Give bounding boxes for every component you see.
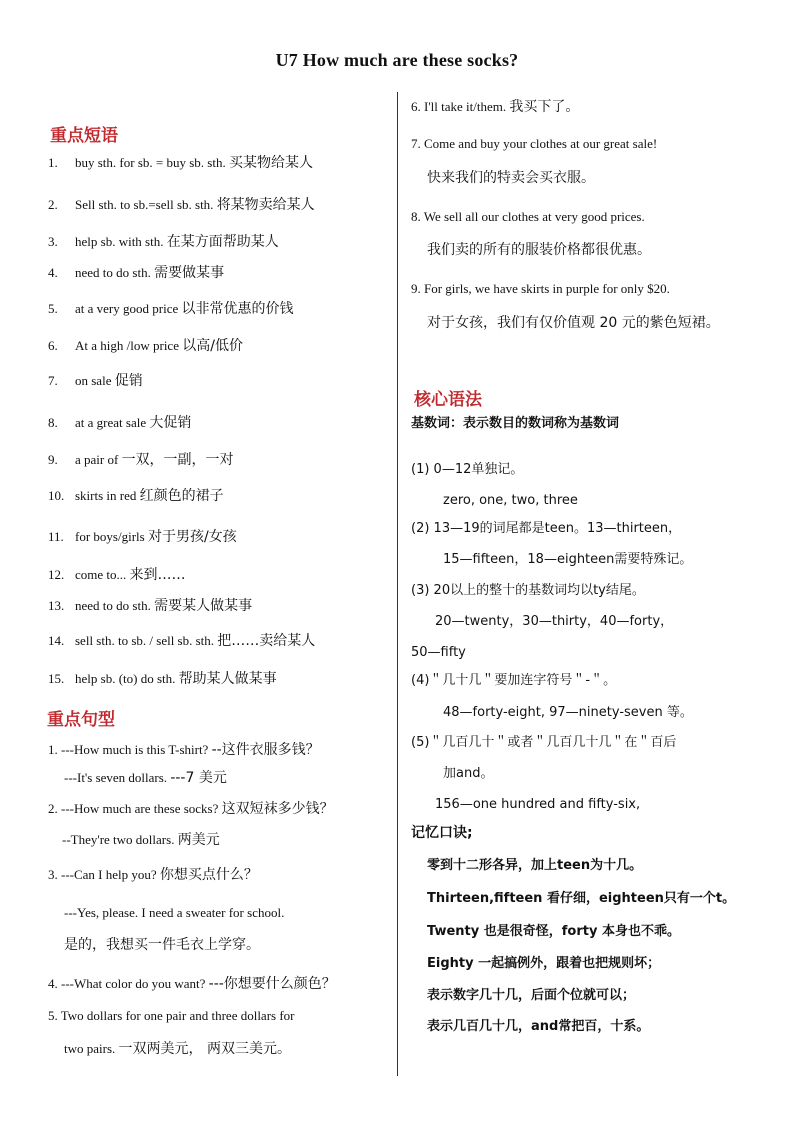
mnemonic-line: Twenty 也是很奇怪，forty 本身也不乖。 <box>427 924 680 939</box>
phrase-item <box>48 671 277 687</box>
phrase-chinese: 促销 <box>114 373 143 389</box>
phrase-chinese: 把……卖给某人 <box>217 633 316 649</box>
sentence-chinese: 这双短袜多少钱？ <box>221 801 334 817</box>
sentence-chinese: --这件衣服多钱？ <box>211 742 320 758</box>
mnemonic-line: Thirteen,fifteen 看仔细，eighteen只有一个t。 <box>427 891 736 906</box>
grammar-line: (5)＂几百几十＂或者＂几百几十几＂在＂百后 <box>411 735 677 750</box>
phrases-heading: 重点短语 <box>50 126 118 146</box>
phrase-number: 7. <box>48 373 58 388</box>
sentence-english: 9. For girls, we have skirts in purple for only $20. <box>411 281 670 296</box>
phrase-english: need to do sth. <box>75 598 155 613</box>
sentence-english: 2. ---How much are these socks? <box>48 801 222 816</box>
phrase-chinese: 一双，一副，一对 <box>121 452 234 468</box>
grammar-line: (4)＂几十几＂要加连字符号＂-＂。 <box>411 673 617 688</box>
mnemonic-line: 零到十二形各异，加上teen为十几。 <box>427 858 643 873</box>
sentence-chinese: 你想买点什么？ <box>159 867 258 883</box>
phrase-chinese: 买某物给某人 <box>228 155 313 171</box>
phrase-english: come to... <box>75 567 130 582</box>
sentence-english: 3. ---Can I help you? <box>48 867 160 882</box>
phrase-chinese: 需要做某事 <box>154 265 225 281</box>
sentence-line <box>411 136 657 152</box>
phrase-item <box>48 567 186 583</box>
phrase-item <box>48 452 234 468</box>
grammar-line: zero, one, two, three <box>443 493 578 508</box>
phrase-english: buy sth. for sb. = buy sb. sth. <box>75 155 229 170</box>
sentence-chinese: 我买下了。 <box>509 99 580 115</box>
sentence-line <box>427 315 720 331</box>
phrase-number: 11. <box>48 529 64 544</box>
sentence-line <box>64 1041 291 1057</box>
phrase-number: 12. <box>48 567 65 582</box>
mnemonic-line: Eighty 一起搞例外，跟着也把规则坏； <box>427 956 661 971</box>
phrase-english: need to do sth. <box>75 265 155 280</box>
phrase-item <box>48 598 252 614</box>
phrase-number: 14. <box>48 633 65 648</box>
phrase-english: At a high /low price <box>75 338 183 353</box>
sentence-chinese: 是的，我想买一件毛衣上学穿。 <box>64 937 260 953</box>
phrase-number: 1. <box>48 155 58 170</box>
phrase-chinese: 来到…… <box>129 567 186 583</box>
sentence-english: two pairs. <box>64 1041 119 1056</box>
sentence-line <box>64 905 284 921</box>
sentences-heading: 重点句型 <box>47 710 115 730</box>
phrase-number: 3. <box>48 234 58 249</box>
grammar-heading: 核心语法 <box>414 390 482 410</box>
phrase-english: on sale <box>75 373 115 388</box>
sentence-line <box>427 242 651 258</box>
phrase-number: 9. <box>48 452 58 467</box>
phrase-english: for boys/girls <box>75 529 148 544</box>
grammar-line: 48—forty-eight, 97—ninety-seven 等。 <box>443 705 693 720</box>
sentence-line <box>64 937 260 953</box>
sentence-english: 1. ---How much is this T-shirt? <box>48 742 212 757</box>
grammar-line: 50—fifty <box>411 645 466 660</box>
phrase-chinese: 需要某人做某事 <box>154 598 253 614</box>
sentence-line <box>411 209 645 225</box>
sentence-english: 6. I'll take it/them. <box>411 99 510 114</box>
sentence-english: --They're two dollars. <box>62 832 178 847</box>
phrase-english: skirts in red <box>75 488 140 503</box>
phrase-chinese: 以非常优惠的价钱 <box>181 301 294 317</box>
phrase-number: 5. <box>48 301 58 316</box>
sentence-english: ---It's seven dollars. <box>64 770 171 785</box>
sentence-line <box>427 170 595 186</box>
phrase-item <box>48 197 315 213</box>
grammar-subtitle: 基数词：表示数目的数词称为基数词 <box>411 416 620 431</box>
sentence-line <box>48 742 320 758</box>
column-divider <box>397 92 398 1076</box>
phrase-english: a pair of <box>75 452 122 467</box>
grammar-line: 156—one hundred and fifty-six, <box>435 797 641 812</box>
sentence-chinese: 快来我们的特卖会买衣服。 <box>427 170 595 186</box>
phrase-english: sell sth. to sb. / sell sb. sth. <box>75 633 218 648</box>
mnemonic-line: 表示几百几十几，and常把百，十系。 <box>427 1019 650 1034</box>
sentence-line <box>62 832 220 848</box>
phrase-item <box>48 529 237 545</box>
phrase-number: 10. <box>48 488 65 503</box>
grammar-line: 15—fifteen，18—eighteen需要特殊记。 <box>443 552 693 567</box>
grammar-line: (1) 0—12单独记。 <box>411 462 524 477</box>
phrase-item <box>48 265 224 281</box>
phrase-chinese: 帮助某人做某事 <box>178 671 277 687</box>
phrase-chinese: 对于男孩/女孩 <box>147 529 237 545</box>
sentence-chinese: 一双两美元， 两双三美元。 <box>118 1041 291 1057</box>
sentence-chinese: ---你想要什么颜色？ <box>208 976 336 992</box>
phrase-number: 4. <box>48 265 58 280</box>
phrase-item <box>48 338 243 354</box>
sentence-chinese: 我们卖的所有的服装价格都很优惠。 <box>427 242 651 258</box>
sentence-chinese: 两美元 <box>177 832 220 848</box>
phrase-chinese: 将某物卖给某人 <box>216 197 315 213</box>
sentence-line <box>411 281 670 297</box>
grammar-line: (3) 20以上的整十的基数词均以ty结尾。 <box>411 583 645 598</box>
phrase-item <box>48 301 293 317</box>
phrase-item <box>48 155 313 171</box>
phrase-number: 15. <box>48 671 65 686</box>
phrase-english: help sb. (to) do sth. <box>75 671 179 686</box>
sentence-line <box>48 1008 295 1024</box>
sentence-line <box>64 770 227 786</box>
phrase-chinese: 以高/低价 <box>182 338 243 354</box>
sentence-line <box>411 99 579 115</box>
phrase-item <box>48 234 279 250</box>
sentence-english: 5. Two dollars for one pair and three dollars for <box>48 1008 295 1023</box>
sentence-line <box>48 976 336 992</box>
phrase-number: 13. <box>48 598 65 613</box>
phrase-item <box>48 488 224 504</box>
phrase-number: 6. <box>48 338 58 353</box>
sentence-line <box>48 801 334 817</box>
phrase-english: at a very good price <box>75 301 182 316</box>
phrase-english: Sell sth. to sb.=sell sb. sth. <box>75 197 217 212</box>
phrase-item <box>48 373 143 389</box>
sentence-english: 8. We sell all our clothes at very good prices. <box>411 209 645 224</box>
phrase-item <box>48 633 315 649</box>
phrase-chinese: 红颜色的裙子 <box>139 488 224 504</box>
grammar-line: 加and。 <box>443 766 494 781</box>
sentence-english: ---Yes, please. I need a sweater for school. <box>64 905 285 920</box>
phrase-number: 8. <box>48 415 58 430</box>
phrase-english: at a great sale <box>75 415 150 430</box>
phrase-chinese: 在某方面帮助某人 <box>166 234 279 250</box>
mnemonic-line: 表示数字几十几，后面个位就可以； <box>427 988 636 1003</box>
mnemonic-heading: 记忆口诀; <box>411 825 473 841</box>
sentence-chinese: 对于女孩，我们有仅价值观 20 元的紫色短裙。 <box>427 315 720 331</box>
grammar-line: (2) 13—19的词尾都是teen。13—thirteen， <box>411 521 682 536</box>
phrase-number: 2. <box>48 197 58 212</box>
phrase-english: help sb. with sth. <box>75 234 167 249</box>
grammar-line: 20—twenty，30—thirty，40—forty， <box>435 614 674 629</box>
page-title: U7 How much are these socks? <box>275 50 519 70</box>
sentence-english: 7. Come and buy your clothes at our great sale! <box>411 136 658 151</box>
phrase-item <box>48 415 191 431</box>
sentence-english: 4. ---What color do you want? <box>48 976 209 991</box>
sentence-line <box>48 867 258 883</box>
sentence-chinese: ---7 美元 <box>170 770 227 786</box>
phrase-chinese: 大促销 <box>149 415 192 431</box>
